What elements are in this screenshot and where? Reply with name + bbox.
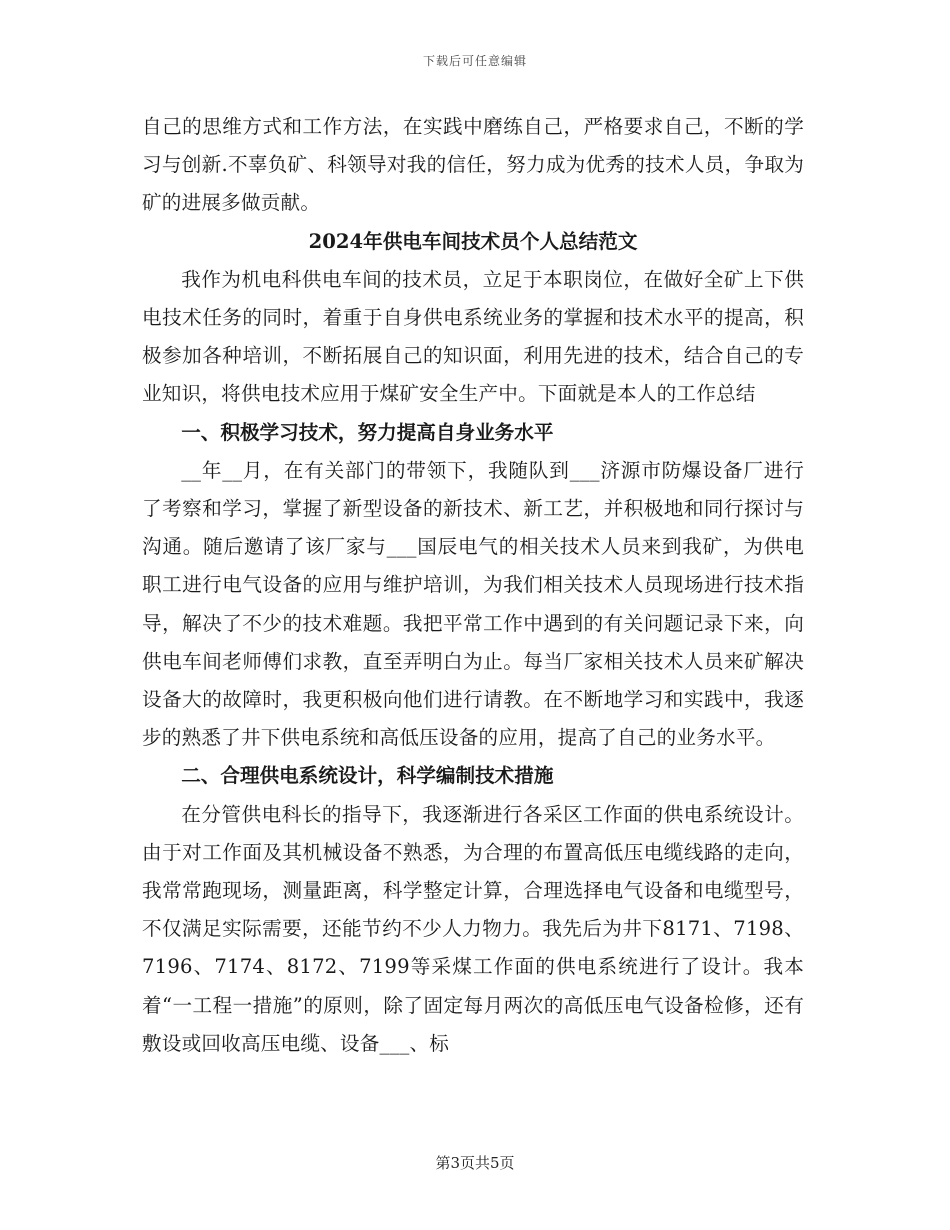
document-title: 2024年供电车间技术员个人总结范文 (308, 229, 638, 253)
paragraph-section-1: __年__月，在有关部门的带领下，我随队到___济源市防爆设备厂进行了考察和学习，掌握了新型设备的新技术、新工艺，并积极地和同行探讨与沟通。随后邀请了该厂家与___国辰电气的相关技术人员来到我矿，为供电职工进行电气设备的应用与维护培训，为我们相关技术人员现场进行技术指导，解决了不少的技术难题。我把平常工作中遇到的有关问题记录下来，向供电车间老师傅们求教，直至弄明白为止。每当厂家相关技术人员来矿解决设备大的故障时，我更积极向他们进行请教。在不断地学习和实践中，我逐步的熟悉了井下供电系统和高低压设备的应用，提高了自己的业务水平。 (142, 458, 804, 750)
section-heading-2: 二、合理供电系统设计，科学编制技术措施 (181, 764, 554, 788)
page-header: 下载后可任意编辑 (422, 54, 527, 68)
document-body (142, 108, 804, 1063)
paragraph-continuation: 自己的思维方式和工作方法，在实践中磨练自己，严格要求自己，不断的学习与创新.不辜负矿、科领导对我的信任，努力成为优秀的技术人员，争取为矿的进展多做贡献。 (142, 115, 804, 215)
page-footer: 第3页共5页 (435, 1154, 515, 1172)
paragraph-intro: 我作为机电科供电车间的技术员，立足于本职岗位，在做好全矿上下供电技术任务的同时，着重于自身供电系统业务的掌握和技术水平的提高，积极参加各种培训，不断拓展自己的知识面，利用先进的技术，结合自己的专业知识，将供电技术应用于煤矿安全生产中。下面就是本人的工作总结 (142, 267, 804, 406)
paragraph-section-2: 在分管供电科长的指导下，我逐渐进行各采区工作面的供电系统设计。由于对工作面及其机械设备不熟悉，为合理的布置高低压电缆线路的走向，我常常跑现场，测量距离，科学整定计算，合理选择电气设备和电缆型号，不仅满足实际需要，还能节约不少人力物力。我先后为井下8171、7198、7196、7174、8172、7199等采煤工作面的供电系统进行了设计。我本着“一工程一措施”的原则，除了固定每月两次的高低压电气设备检修，还有敷设或回收高压电缆、设备___、标 (142, 802, 804, 1055)
section-heading-1: 一、积极学习技术，努力提高自身业务水平 (181, 420, 554, 444)
